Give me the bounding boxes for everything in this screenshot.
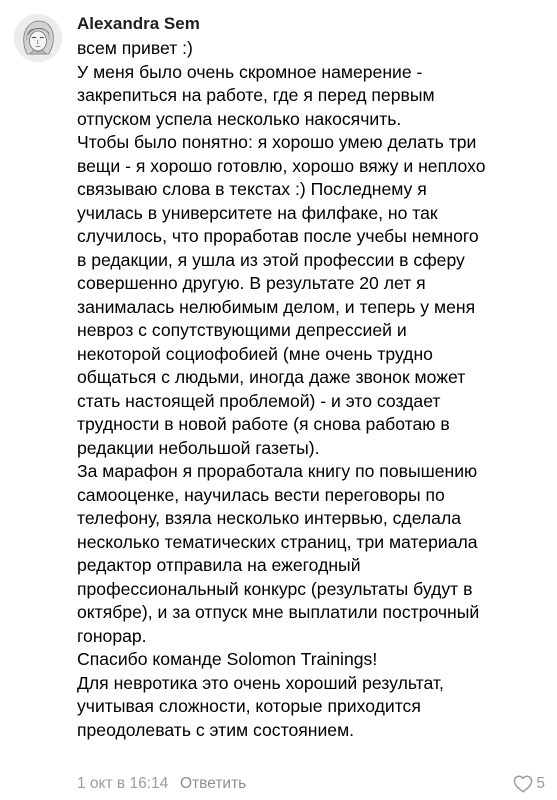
comment-text-line: редактор отправила на ежегодный [77, 555, 361, 575]
comment-text-line: невроз с сопутствующими депрессией и [77, 320, 407, 340]
comment-text-line: учитывая сложности, которые приходится [77, 696, 421, 716]
comment-author[interactable]: Alexandra Sem [77, 14, 200, 33]
comment-text-line: несколько тематических страниц, три материала [77, 531, 478, 552]
comment-text-line: профессиональный конкурс (результаты будут в [77, 578, 473, 599]
comment-text-line: телефону, взяла несколько интервью, сделала [77, 508, 461, 528]
avatar-image [14, 14, 62, 62]
comment-text-line: училась в университете на филфаке, но так [77, 202, 438, 223]
comment-text-line: в редакции, я ушла из этой профессии в сферу [77, 249, 465, 270]
comment-text-line: Для невротика это очень хороший результат, [77, 672, 444, 693]
comment-footer [77, 772, 545, 796]
avatar[interactable] [14, 14, 62, 62]
like-button[interactable] [513, 772, 545, 796]
comment-text-line: вещи - я хорошо готовлю, хорошо вяжу и неплохо [77, 155, 486, 176]
like-count: 5 [536, 775, 545, 792]
comment-text-line: всем привет :) [77, 38, 193, 58]
comment-text-line: октябре), и за отпуск мне выплатили построчный [77, 602, 480, 622]
comment-text-line: трудности в новой работе (я снова работаю в [77, 414, 450, 434]
comment-text-line: стать настоящей проблемой) - и это создает [77, 390, 441, 411]
comment-text-line: занималась нелюбимым делом, и теперь у меня [77, 296, 476, 317]
comment-text-line: связываю слова в текстах :) Последнему я [77, 179, 427, 199]
comment-text-line: гонорар. [77, 625, 147, 646]
comment-text-line: общаться с людьми, иногда даже звонок может [77, 367, 466, 387]
comment-timestamp[interactable]: 1 окт в 16:14 [77, 775, 169, 792]
comment-text-line: случилось, что проработав после учебы немного [77, 226, 479, 246]
comment-text-line: закрепиться на работе, где я перед первым [77, 85, 435, 105]
comment-text-line: У меня было очень скромное намерение - [77, 61, 423, 82]
comment-text-line: Спасибо команде Solomon Trainings! [77, 649, 378, 669]
comment-text-line: некоторой социофобией (мне очень трудно [77, 343, 433, 364]
comment-text [77, 37, 545, 742]
comment-text-line: Чтобы было понятно: я хорошо умею делать три [77, 132, 477, 152]
comment-text-line: преодолевать с этим состоянием. [77, 719, 355, 740]
reply-button[interactable]: Ответить [180, 775, 247, 792]
comment-text-line: совершенно другую. В результате 20 лет я [77, 273, 426, 293]
comment-text-line: За марафон я проработала книгу по повышению [77, 461, 478, 481]
comment-text-line: редакции небольшой газеты). [77, 437, 320, 458]
comment-text-line: самооценке, научилась вести переговоры по [77, 484, 445, 505]
heart-outline-icon [513, 775, 533, 793]
comment-text-line: отпуском успела несколько накосячить. [77, 108, 402, 129]
